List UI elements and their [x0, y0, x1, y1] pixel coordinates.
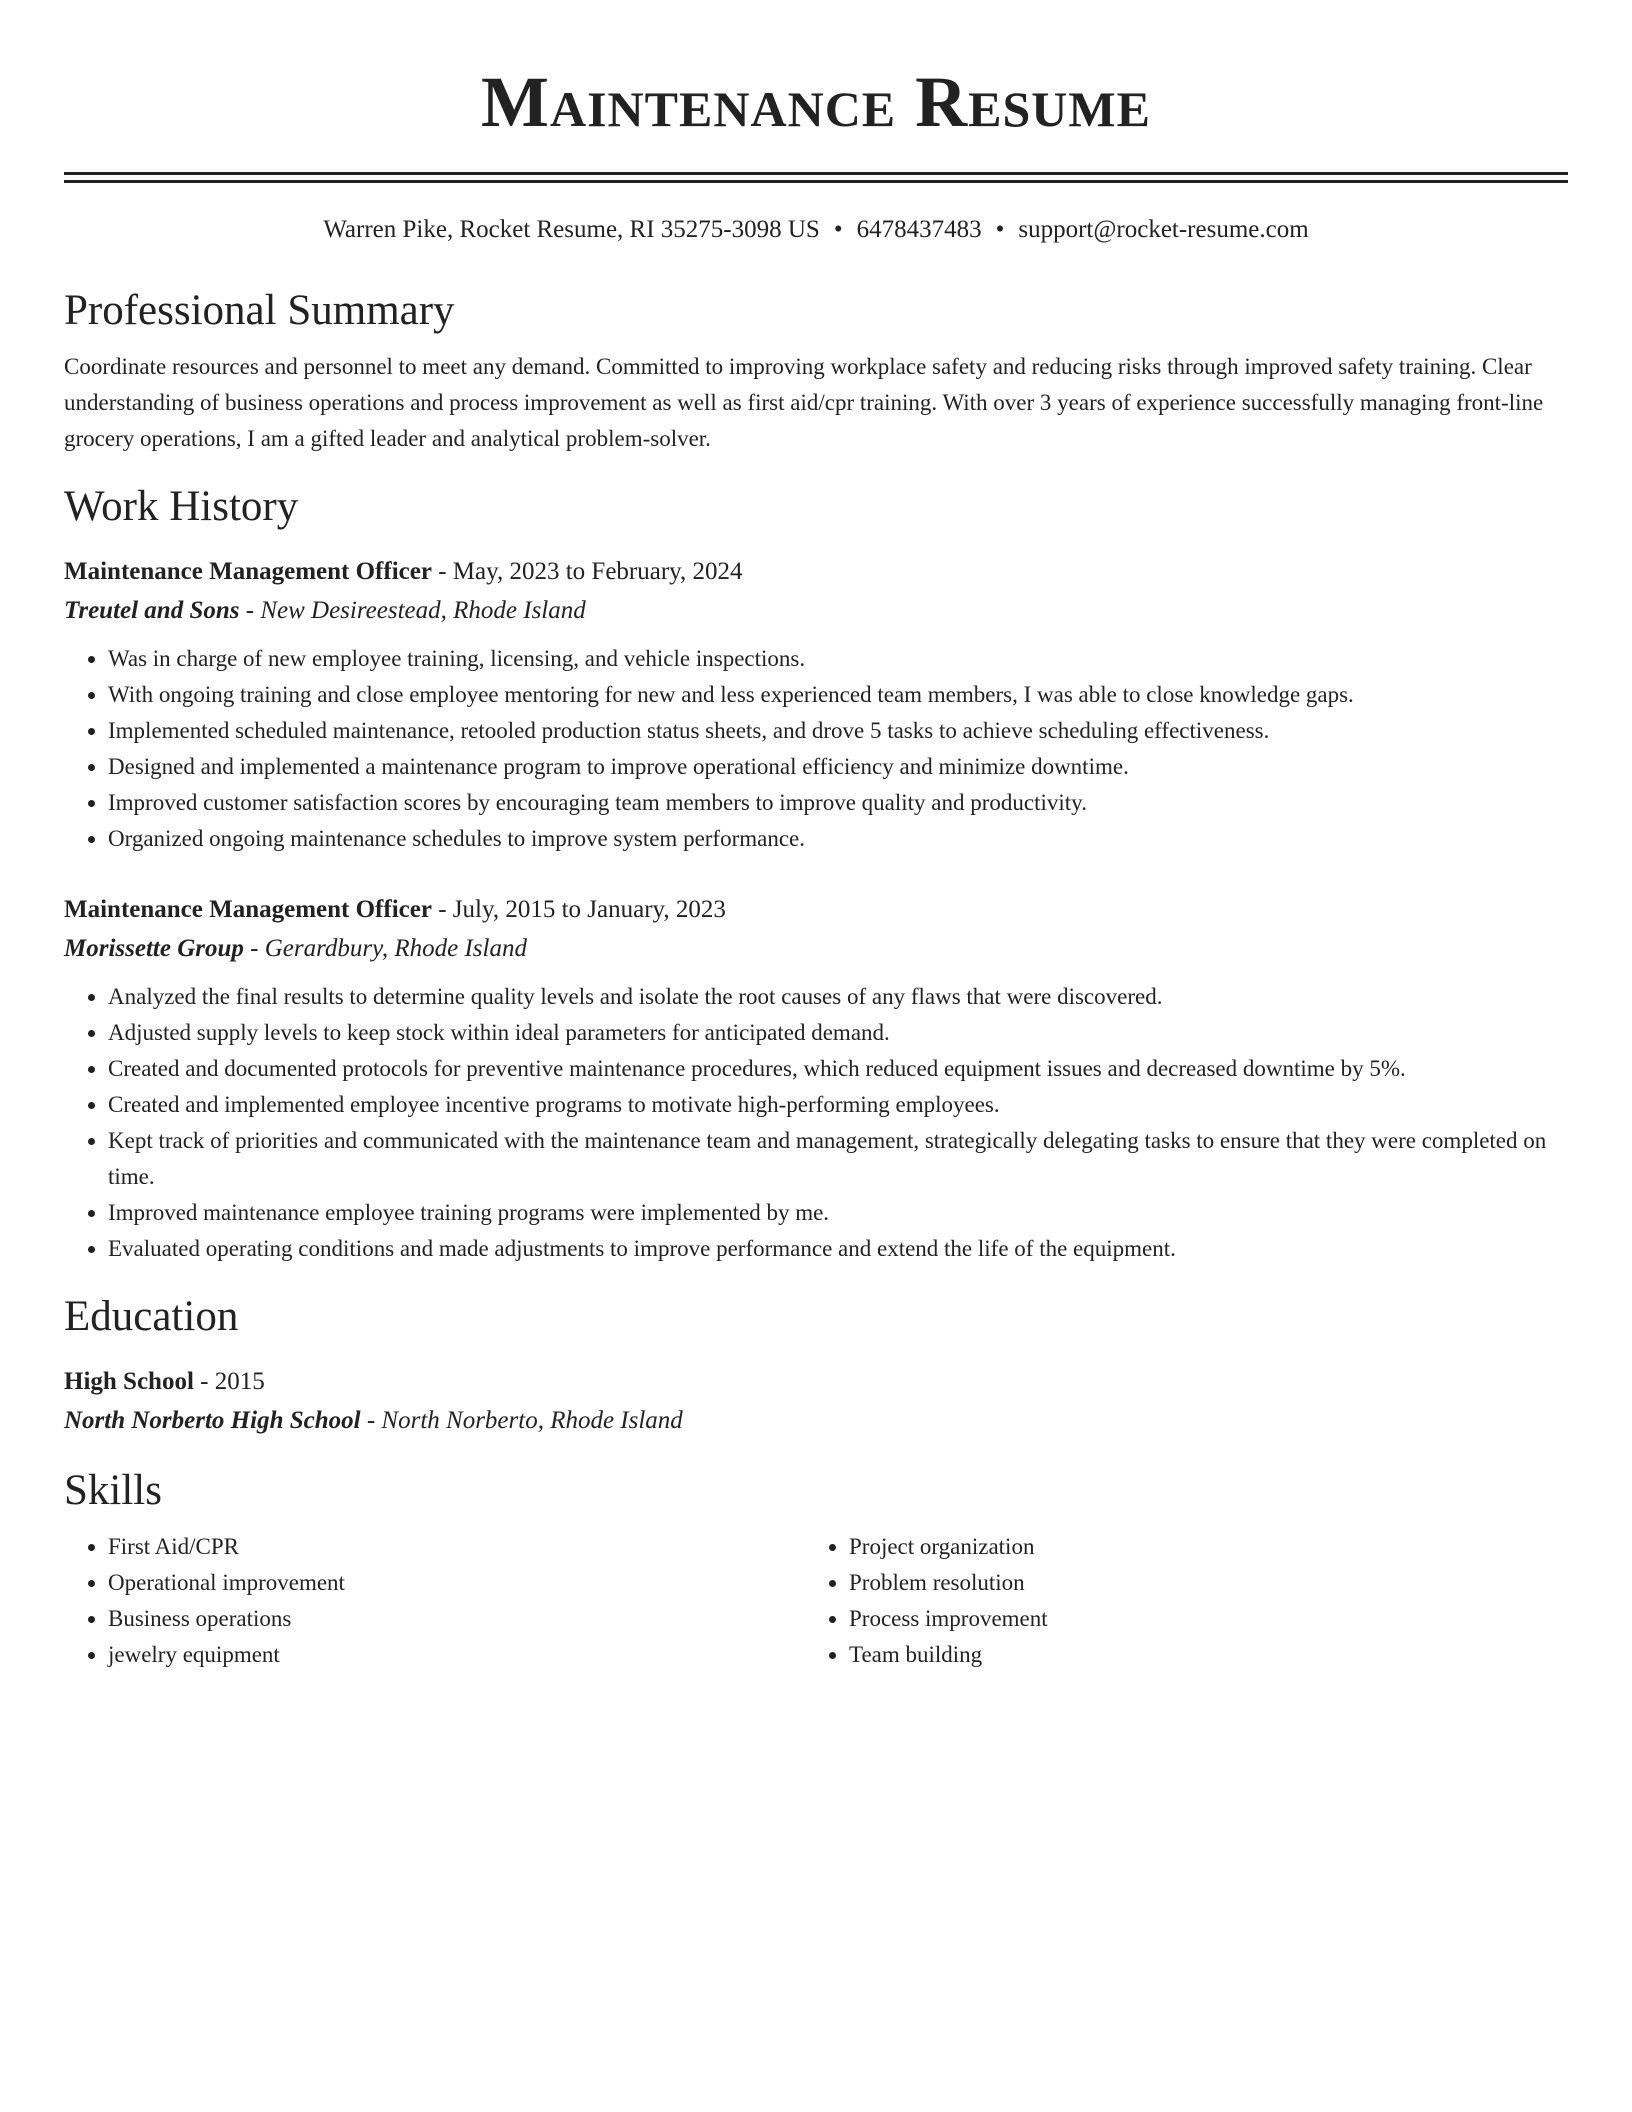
list-item: • Designed and implemented a maintenance program to improve operational efficiency and minimize downtime. — [108, 749, 1568, 785]
education-school-line — [64, 1401, 1568, 1441]
list-item: • Improved customer satisfaction scores by encouraging team members to improve quality and productivity. — [108, 785, 1568, 821]
resume-title: Maintenance Resume — [481, 62, 1151, 142]
skill-item: • Team building — [849, 1637, 1546, 1673]
job-company-line — [64, 929, 1568, 969]
education-location: - North Norberto, Rhode Island — [360, 1407, 683, 1434]
education-entry — [64, 1363, 1568, 1441]
skill-item: • Operational improvement — [108, 1565, 805, 1601]
contact-separator: • — [833, 216, 843, 243]
section-heading-education: Education — [64, 1293, 239, 1340]
list-item: • Implemented scheduled maintenance, retooled production status sheets, and drove 5 tasks to achieve scheduling effectiveness. — [108, 713, 1568, 749]
job-company: Morissette Group — [64, 935, 244, 962]
job-location: - New Desireestead, Rhode Island — [239, 597, 586, 624]
contact-phone: 6478437483 — [856, 216, 982, 243]
job-company-line — [64, 591, 1568, 631]
skill-item: • First Aid/CPR — [108, 1529, 805, 1565]
skills-column-left — [64, 1529, 805, 1673]
education-year: - 2015 — [193, 1368, 265, 1395]
job-company: Treutel and Sons — [64, 597, 240, 624]
list-item: • Adjusted supply levels to keep stock within ideal parameters for anticipated demand. — [108, 1015, 1568, 1051]
list-item: • Organized ongoing maintenance schedules to improve system performance. — [108, 821, 1568, 857]
contact-address: Warren Pike, Rocket Resume, RI 35275-3098 US — [323, 216, 820, 243]
list-item: • Analyzed the final results to determine quality levels and isolate the root causes of any flaws that were discovered. — [108, 979, 1568, 1015]
list-item: • Evaluated operating conditions and made adjustments to improve performance and extend the life of the equipment. — [108, 1231, 1568, 1267]
list-item: • Created and implemented employee incentive programs to motivate high-performing employees. — [108, 1087, 1568, 1123]
job-bullets — [64, 641, 1568, 857]
education-degree-line — [64, 1363, 1568, 1401]
education-section — [64, 1291, 1568, 1441]
contact-separator: • — [995, 216, 1005, 243]
education-school: North Norberto High School — [64, 1407, 361, 1434]
contact-line — [64, 213, 1568, 247]
list-item: • Was in charge of new employee training, licensing, and vehicle inspections. — [108, 641, 1568, 677]
job-title-line — [64, 553, 1568, 591]
job-bullets — [64, 979, 1568, 1267]
resume-page — [64, 0, 1568, 1673]
job-location: - Gerardbury, Rhode Island — [243, 935, 527, 962]
skills-section — [64, 1465, 1568, 1673]
job-entry — [64, 891, 1568, 1267]
list-item: • With ongoing training and close employee mentoring for new and less experienced team members, I was able to close knowledge gaps. — [108, 677, 1568, 713]
list-item: • Improved maintenance employee training programs were implemented by me. — [108, 1195, 1568, 1231]
summary-text: Coordinate resources and personnel to meet any demand. Committed to improving workplace safety and reducing risks through improved safety training. Clear understanding of business operations and process improvement as well as first aid/cpr training. With over 3 years of experience successfully managing front-line grocery operations, I am a gifted leader and analytical problem-solver. — [64, 354, 1544, 451]
section-heading-work: Work History — [64, 483, 299, 530]
skills-column-right — [805, 1529, 1546, 1673]
work-history-section — [64, 481, 1568, 1267]
section-heading-summary: Professional Summary — [64, 287, 455, 334]
title-double-rule — [64, 172, 1568, 183]
section-heading-skills: Skills — [64, 1467, 162, 1514]
job-entry — [64, 553, 1568, 857]
skill-item: • jewelry equipment — [108, 1637, 805, 1673]
skill-item: • Process improvement — [849, 1601, 1546, 1637]
education-degree: High School — [64, 1368, 194, 1395]
skills-grid — [64, 1529, 1568, 1673]
job-dates: - July, 2015 to January, 2023 — [431, 896, 726, 923]
list-item: • Created and documented protocols for preventive maintenance procedures, which reduced equipment issues and decreased downtime by 5%. — [108, 1051, 1568, 1087]
job-title: Maintenance Management Officer — [64, 558, 432, 585]
contact-email: support@rocket-resume.com — [1018, 216, 1309, 243]
skill-item: • Project organization — [849, 1529, 1546, 1565]
list-item: • Kept track of priorities and communicated with the maintenance team and management, strategically delegating tasks to ensure that they were completed on time. — [108, 1123, 1568, 1195]
professional-summary-section — [64, 285, 1568, 457]
job-title: Maintenance Management Officer — [64, 896, 432, 923]
skill-item: • Problem resolution — [849, 1565, 1546, 1601]
skill-item: • Business operations — [108, 1601, 805, 1637]
job-title-line — [64, 891, 1568, 929]
job-dates: - May, 2023 to February, 2024 — [431, 558, 743, 585]
